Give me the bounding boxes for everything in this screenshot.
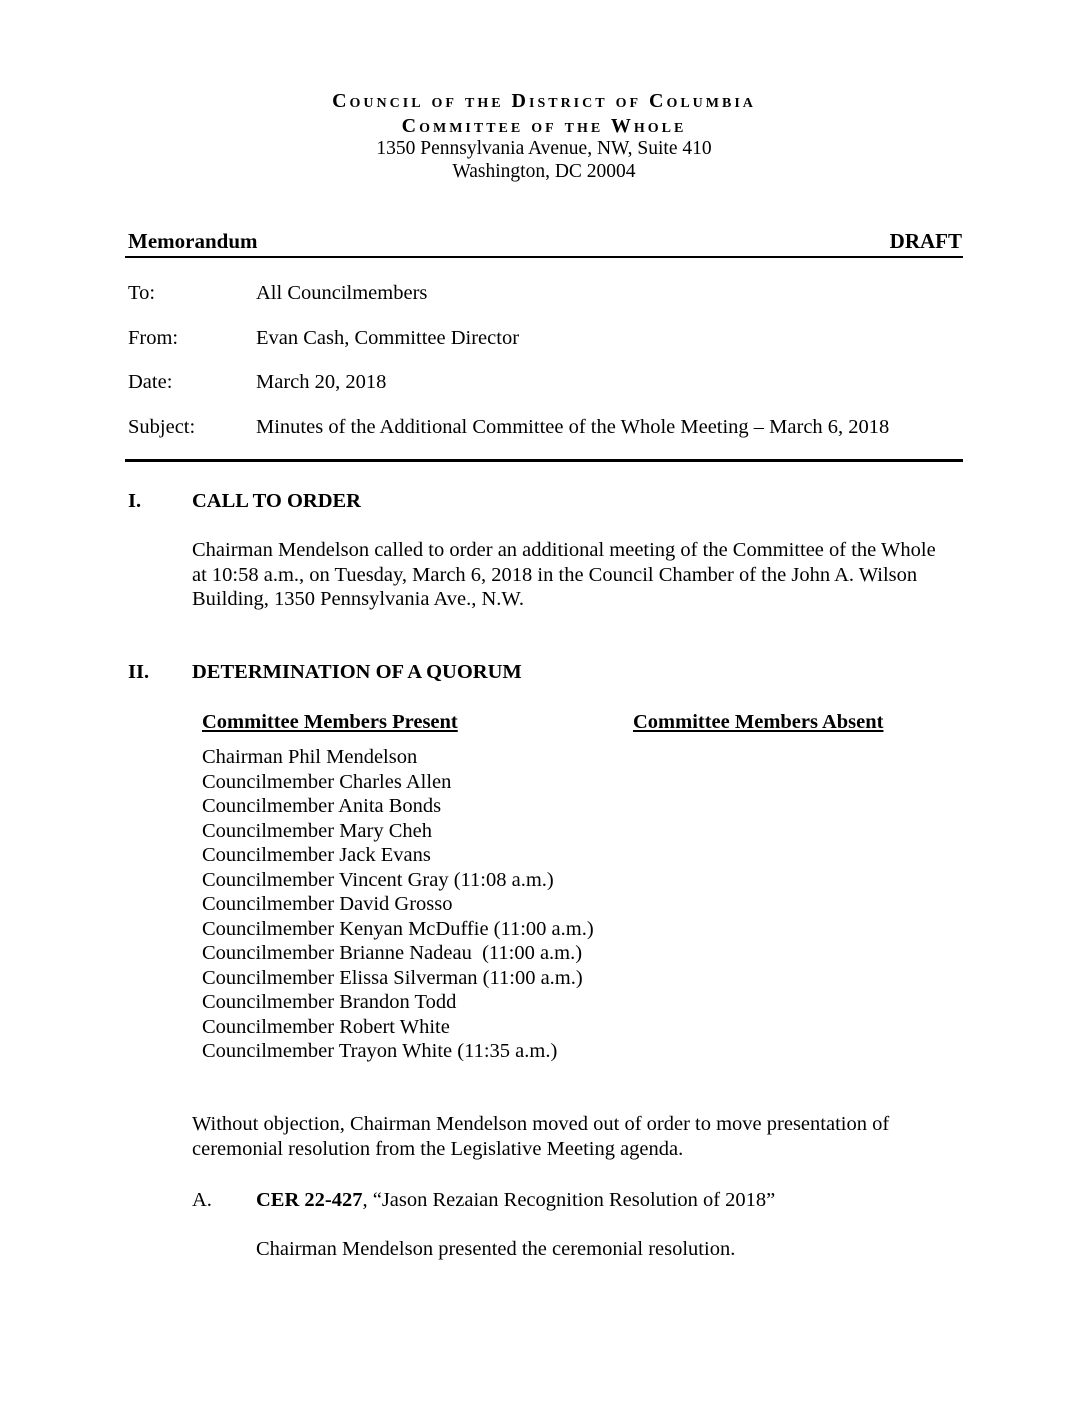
member-item: Councilmember David Grosso xyxy=(202,893,453,915)
address-line-2: Washington, DC 20004 xyxy=(452,161,636,182)
from-value: Evan Cash, Committee Director xyxy=(256,327,520,349)
draft-badge: DRAFT xyxy=(889,229,962,253)
to-value: All Councilmembers xyxy=(256,282,428,304)
header-bottom-rule xyxy=(125,459,963,462)
member-item: Councilmember Mary Cheh xyxy=(202,819,433,842)
section-2-number: II. xyxy=(128,661,150,683)
section-1-title: CALL TO ORDER xyxy=(192,490,361,512)
address-line-1: 1350 Pennsylvania Avenue, NW, Suite 410 xyxy=(376,138,712,159)
call-to-order-line-1: Chairman Mendelson called to order an additional meeting of the Committee of the Whole xyxy=(192,539,936,561)
top-rule xyxy=(125,256,963,258)
council-name: Council of the District of Columbia xyxy=(332,90,756,112)
to-label: To: xyxy=(128,282,156,304)
member-item: Councilmember Kenyan McDuffie (11:00 a.m.) xyxy=(202,917,594,940)
motion-note-line-1: Without objection, Chairman Mendelson moved out of order to move presentation of xyxy=(192,1113,890,1135)
member-item: Councilmember Elissa Silverman (11:00 a.m.) xyxy=(202,966,583,989)
member-item: Councilmember Robert White xyxy=(202,1015,450,1038)
member-item: Councilmember Charles Allen xyxy=(202,770,452,793)
member-item: Councilmember Vincent Gray (11:08 a.m.) xyxy=(202,868,554,891)
member-item: Councilmember Jack Evans xyxy=(202,844,431,866)
call-to-order-line-3: Building, 1350 Pennsylvania Ave., N.W. xyxy=(192,588,524,610)
item-a-title: , “Jason Rezaian Recognition Resolution of 2018” xyxy=(362,1189,776,1211)
item-a-text: Chairman Mendelson presented the ceremonial resolution. xyxy=(256,1238,736,1260)
member-item: Councilmember Brianne Nadeau (11:00 a.m.) xyxy=(202,942,583,964)
date-label: Date: xyxy=(128,371,173,393)
section-1-number: I. xyxy=(128,490,142,512)
memo-title: Memorandum xyxy=(128,229,258,253)
member-item: Councilmember Trayon White (11:35 a.m.) xyxy=(202,1040,558,1062)
motion-note-line-2: ceremonial resolution from the Legislative Meeting agenda. xyxy=(192,1138,684,1160)
member-item: Councilmember Anita Bonds xyxy=(202,795,442,817)
members-absent-heading: Committee Members Absent xyxy=(633,711,884,733)
section-2-title: DETERMINATION OF A QUORUM xyxy=(192,661,522,683)
item-a-heading xyxy=(256,1188,775,1213)
date-value: March 20, 2018 xyxy=(256,371,387,393)
from-label: From: xyxy=(128,327,179,349)
member-item: Chairman Phil Mendelson xyxy=(202,746,418,768)
subject-label: Subject: xyxy=(128,416,196,438)
call-to-order-line-2: at 10:58 a.m., on Tuesday, March 6, 2018 in the Council Chamber of the John A. Wilson xyxy=(192,564,918,586)
committee-name: Committee of the Whole xyxy=(401,115,687,137)
item-a-id: CER 22-427 xyxy=(256,1189,363,1211)
item-a-letter: A. xyxy=(192,1189,212,1211)
memo-title-row xyxy=(128,229,962,254)
members-present-list xyxy=(202,745,594,1064)
members-present-heading: Committee Members Present xyxy=(202,711,458,733)
member-item: Councilmember Brandon Todd xyxy=(202,991,457,1013)
subject-value: Minutes of the Additional Committee of the Whole Meeting – March 6, 2018 xyxy=(256,416,890,438)
